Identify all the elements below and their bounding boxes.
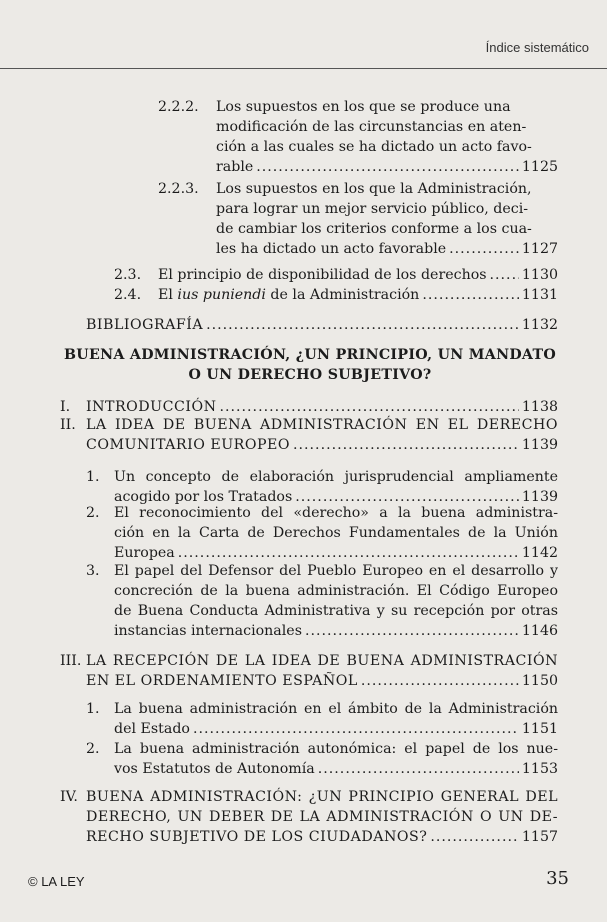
- toc-text: BIBLIOGRAFÍA: [86, 317, 204, 333]
- toc-entry-iii-1[interactable]: [114, 720, 558, 739]
- toc-text-line: rable: [216, 159, 254, 175]
- toc-text-line: BUENA ADMINISTRACIÓN: ¿UN PRINCIPIO GENERAL DEL: [86, 789, 558, 805]
- toc-page-number: 1131: [521, 287, 558, 303]
- toc-page-number: 1153: [521, 761, 558, 777]
- toc-number: III.: [60, 653, 82, 669]
- toc-entry-2-4[interactable]: [158, 286, 558, 305]
- toc-entry-iii-2[interactable]: [114, 760, 558, 779]
- toc-entry-iv[interactable]: [86, 828, 558, 847]
- leader-dots: [361, 672, 519, 691]
- toc-text-line: ción en la Carta de Derechos Fundamentales de la Unión: [114, 525, 558, 541]
- toc-number: 2.4.: [114, 287, 142, 303]
- leader-dots: [206, 316, 519, 335]
- toc-page-number: 1150: [521, 673, 558, 689]
- toc-text-line: El reconocimiento del «derecho» a la buena administra-: [114, 505, 558, 521]
- toc-text-line: modificación de las circunstancias en aten-: [216, 119, 527, 135]
- toc-entry-2-2-3[interactable]: [216, 240, 558, 259]
- toc-page-number: 1151: [521, 721, 558, 737]
- toc-number: 2.2.2.: [158, 99, 199, 115]
- leader-dots: [220, 398, 519, 417]
- toc-text-line: EN EL ORDENAMIENTO ESPAÑOL: [86, 673, 358, 689]
- toc-text-line: acogido por los Tratados: [114, 489, 293, 505]
- toc-text-line: para lograr un mejor servicio público, deci-: [216, 201, 529, 217]
- header-rule: [0, 68, 607, 69]
- leader-dots: [430, 828, 519, 847]
- toc-page-number: 1138: [521, 399, 558, 415]
- toc-entry-ii-3[interactable]: [114, 622, 558, 641]
- toc-number: 3.: [86, 563, 100, 579]
- toc-page-number: 1127: [521, 241, 558, 257]
- toc-page-number: 1125: [521, 159, 558, 175]
- toc-entry-bibliografia[interactable]: [86, 316, 558, 335]
- toc-text-line: Los supuestos en los que la Administración,: [216, 181, 532, 197]
- toc-text-line: ción a las cuales se ha dictado un acto favo-: [216, 139, 532, 155]
- toc-number: 1.: [86, 469, 100, 485]
- toc-text-line: Europea: [114, 545, 175, 561]
- toc-entry-ii[interactable]: [86, 436, 558, 455]
- toc-text-line: DERECHO, UN DEBER DE LA ADMINISTRACIÓN O UN DE-: [86, 809, 558, 825]
- leader-dots: [490, 266, 519, 285]
- leader-dots: [318, 760, 519, 779]
- toc-page-number: 1132: [521, 317, 558, 333]
- toc-entry-iii[interactable]: [86, 672, 558, 691]
- toc-text-line: concreción de la buena administración. El Código Europeo: [114, 583, 558, 599]
- toc-text-line: Los supuestos en los que se produce una: [216, 99, 511, 115]
- toc-text-italic: ius puniendi: [177, 287, 266, 303]
- toc-number: 2.3.: [114, 267, 142, 283]
- toc-number: 1.: [86, 701, 100, 717]
- toc-number: 2.2.3.: [158, 181, 199, 197]
- leader-dots: [178, 544, 519, 563]
- leader-dots: [305, 622, 519, 641]
- toc-text-line: de Buena Conducta Administrativa y su recepción por otras: [114, 603, 558, 619]
- leader-dots: [422, 286, 519, 305]
- toc-text-line: COMUNITARIO EUROPEO: [86, 437, 291, 453]
- toc-text-line: del Estado: [114, 721, 190, 737]
- toc-number: II.: [60, 417, 76, 433]
- toc-text-line: de cambiar los criterios conforme a los cua-: [216, 221, 532, 237]
- toc-text: INTRODUCCIÓN: [86, 399, 217, 415]
- toc-text-line: LA RECEPCIÓN DE LA IDEA DE BUENA ADMINISTRACIÓN: [86, 653, 558, 669]
- toc-page-number: 1142: [521, 545, 558, 561]
- section-title-line: BUENA ADMINISTRACIÓN, ¿UN PRINCIPIO, UN MANDATO: [64, 347, 556, 363]
- page-number: 35: [546, 868, 569, 889]
- section-title-line: O UN DERECHO SUBJETIVO?: [188, 367, 432, 383]
- publisher-mark: © LA LEY: [28, 874, 85, 889]
- toc-page-number: 1157: [521, 829, 558, 845]
- toc-text-line: LA IDEA DE BUENA ADMINISTRACIÓN EN EL DERECHO: [86, 417, 558, 433]
- toc-number: 2.: [86, 505, 100, 521]
- toc-text-line: Un concepto de elaboración jurisprudencial ampliamente: [114, 469, 558, 485]
- toc-text-line: RECHO SUBJETIVO DE LOS CIUDADANOS?: [86, 829, 428, 845]
- leader-dots: [449, 240, 519, 259]
- toc-number: IV.: [60, 789, 78, 805]
- toc-page-number: 1139: [521, 437, 558, 453]
- toc-entry-2-3[interactable]: [158, 266, 558, 285]
- leader-dots: [293, 436, 519, 455]
- toc-page-number: 1130: [521, 267, 558, 283]
- toc-text-line: El papel del Defensor del Pueblo Europeo en el desarrollo y: [114, 563, 558, 579]
- leader-dots: [193, 720, 519, 739]
- toc-number: 2.: [86, 741, 100, 757]
- toc-page-number: 1139: [521, 489, 558, 505]
- toc-text: El: [158, 287, 178, 303]
- toc-text-line: La buena administración en el ámbito de la Administración: [114, 701, 558, 717]
- running-header: Índice sistemático: [485, 40, 589, 55]
- toc-entry-2-2-2[interactable]: [216, 158, 558, 177]
- toc-text: de la Administración: [265, 287, 420, 303]
- toc-entry-i[interactable]: [86, 398, 558, 417]
- toc-text-line: La buena administración autonómica: el papel de los nue-: [114, 741, 558, 757]
- toc-text-line: instancias internacionales: [114, 623, 302, 639]
- toc-text: El principio de disponibilidad de los derechos: [158, 267, 487, 283]
- toc-page-number: 1146: [521, 623, 558, 639]
- toc-text-line: les ha dictado un acto favorable: [216, 241, 447, 257]
- toc-text-line: vos Estatutos de Autonomía: [114, 761, 315, 777]
- toc-number: I.: [60, 399, 71, 415]
- toc-entry-ii-2[interactable]: [114, 544, 558, 563]
- leader-dots: [256, 158, 519, 177]
